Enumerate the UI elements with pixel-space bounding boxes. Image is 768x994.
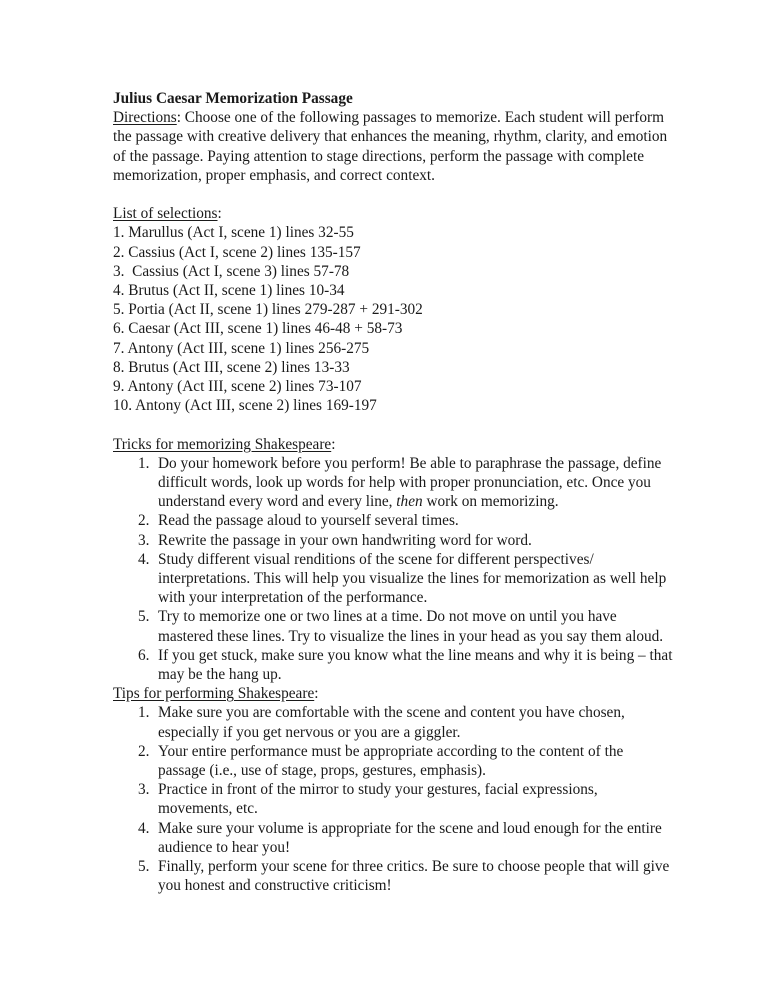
directions-paragraph [113, 108, 673, 185]
tips-heading-text: Tips for performing Shakespeare [113, 685, 315, 703]
item-number: 4. [138, 550, 150, 568]
trick-text: If you get stuck, make sure you know what the line means and why it is being – that may be the hang up. [158, 646, 673, 684]
document-title: Julius Caesar Memorization Passage [113, 90, 353, 107]
tip-item [113, 742, 673, 780]
tip-text: Make sure you are comfortable with the scene and content you have chosen, especially if you get nervous or you are a giggler. [158, 704, 625, 741]
tip-item [113, 780, 673, 818]
spacer [113, 185, 673, 204]
tip-text: Practice in front of the mirror to study your gestures, facial expressions, movements, etc. [158, 781, 598, 818]
trick-text: work on memorizing. [422, 493, 559, 511]
tricks-list [113, 454, 673, 684]
document-page [113, 89, 673, 896]
item-number: 1. [138, 454, 150, 472]
selections-list [113, 223, 673, 415]
selection-item: 5. Portia (Act II, scene 1) lines 279-287 + 291-302 [113, 301, 423, 319]
trick-emphasis: then [396, 493, 423, 511]
trick-text: Rewrite the passage in your own handwriting word for word. [158, 531, 532, 549]
item-number: 3. [138, 781, 150, 799]
colon: : [331, 435, 336, 453]
selection-item: 9. Antony (Act III, scene 2) lines 73-107 [113, 378, 362, 396]
trick-item [113, 646, 673, 684]
tip-item [113, 703, 673, 741]
tips-heading [113, 684, 673, 703]
item-number: 4. [138, 819, 150, 837]
selections-heading [113, 204, 673, 223]
item-number: 5. [138, 858, 150, 876]
trick-item [113, 454, 673, 512]
colon: : [314, 685, 319, 703]
tips-list [113, 703, 673, 895]
spacer [113, 415, 673, 434]
trick-text: Try to memorize one or two lines at a time. Do not move on until you have mastered these lines. Try to visualize the lines in your head as you say them aloud. [158, 608, 664, 645]
selection-item: 4. Brutus (Act II, scene 1) lines 10-34 [113, 282, 345, 300]
item-number: 5. [138, 608, 150, 626]
trick-text: Read the passage aloud to yourself several times. [158, 512, 459, 530]
tip-text: Your entire performance must be appropriate according to the content of the passage (i.e., use of stage, props, gestures, emphasis). [158, 742, 624, 780]
selection-item: 8. Brutus (Act III, scene 2) lines 13-33 [113, 358, 350, 376]
directions-label: Directions [113, 109, 177, 127]
selection-item: 7. Antony (Act III, scene 1) lines 256-275 [113, 339, 370, 357]
tip-text: Make sure your volume is appropriate for the scene and loud enough for the entire audience to hear you! [158, 819, 662, 856]
colon: : [217, 205, 222, 223]
item-number: 2. [138, 512, 150, 530]
trick-item [113, 531, 673, 550]
selection-item: 1. Marullus (Act I, scene 1) lines 32-55 [113, 224, 354, 242]
trick-item [113, 607, 673, 645]
selection-item: 10. Antony (Act III, scene 2) lines 169-197 [113, 397, 377, 415]
tricks-heading [113, 435, 673, 454]
tip-item [113, 819, 673, 857]
tricks-heading-text: Tricks for memorizing Shakespeare [113, 435, 332, 453]
item-number: 2. [138, 742, 150, 760]
trick-text: Do your homework before you perform! Be able to paraphrase the passage, define difficult words, look up words for help with proper pronunciation, etc. Once you understand every word and every line, [158, 454, 662, 511]
tip-item [113, 857, 673, 895]
item-number: 3. [138, 531, 150, 549]
tip-text: Finally, perform your scene for three critics. Be sure to choose people that will give you honest and constructive criticism! [158, 858, 670, 895]
selection-item: 3. Cassius (Act I, scene 3) lines 57-78 [113, 262, 350, 280]
trick-item [113, 550, 673, 608]
item-number: 1. [138, 704, 150, 722]
trick-item [113, 511, 673, 530]
directions-text: : Choose one of the following passages to memorize. Each student will perform the passage with creative delivery that enhances the meaning, rhythm, clarity, and emotion of the passage. Paying attention to stage directions, perform the passage with complete memorization, proper emphasis, and correct context. [113, 109, 668, 184]
selection-item: 2. Cassius (Act I, scene 2) lines 135-157 [113, 243, 361, 261]
selection-item: 6. Caesar (Act III, scene 1) lines 46-48 + 58-73 [113, 320, 403, 338]
item-number: 6. [138, 646, 150, 664]
trick-text: Study different visual renditions of the scene for different perspectives/ interpretations. This will help you visualize the lines for memorization as well help with your interpretation of the performance. [158, 550, 667, 607]
selections-heading-text: List of selections [113, 205, 218, 223]
